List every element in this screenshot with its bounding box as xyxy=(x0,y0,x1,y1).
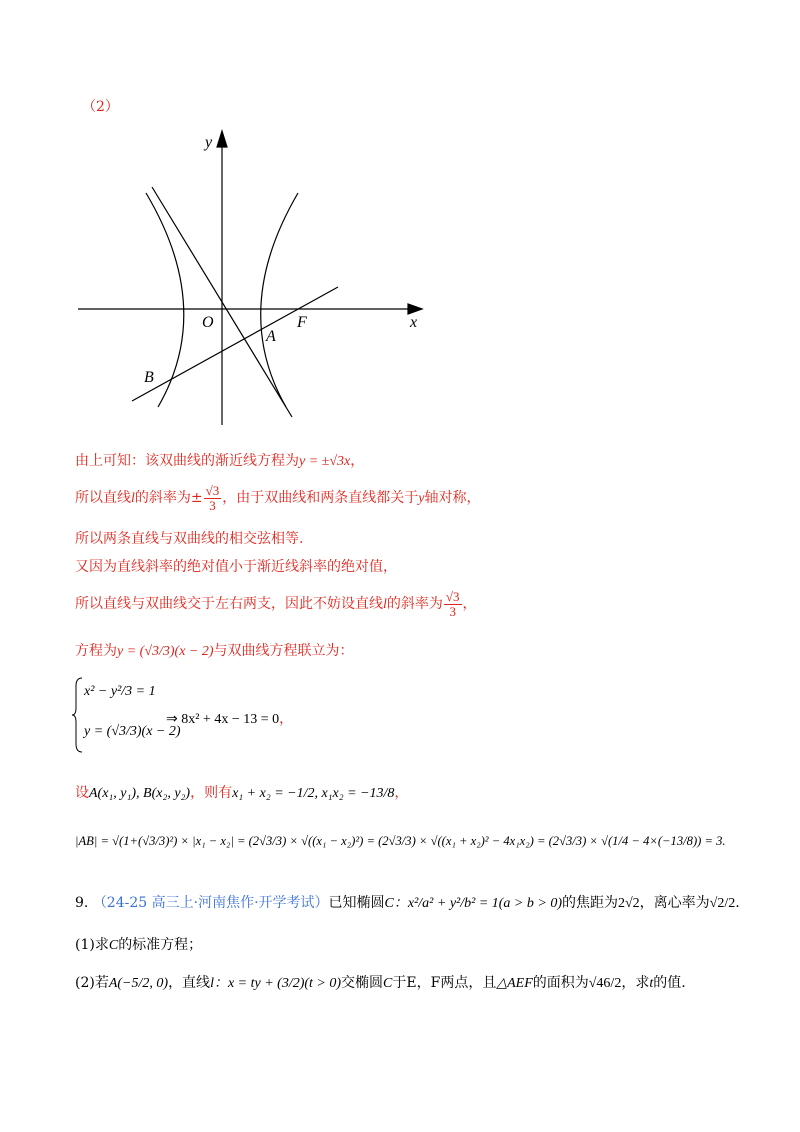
area-value: √46/2 xyxy=(588,976,622,991)
problem-source: （24-25 高三上·河南焦作·开学考试） xyxy=(92,895,329,911)
y-axis-arrow xyxy=(217,131,227,147)
part-label: （2） xyxy=(82,99,119,115)
system-brace xyxy=(72,676,84,754)
focal-distance: 2√2 xyxy=(617,896,640,911)
triangle-aef: △AEF xyxy=(496,976,533,991)
solution-line-3: 所以两条直线与双曲线的相交弦相等. xyxy=(75,531,304,547)
hyperbola-graph xyxy=(70,125,430,430)
system-eq-2: y = (√3/3)(x − 2) xyxy=(84,724,181,739)
solution-line-5: 所以直线与双曲线交于左右两支，因此不妨设直线l的斜率为 $\frac{√3}{3}$ ， xyxy=(75,588,477,619)
solution-line-6: 方程为y = (√3/3)(x − 2)与双曲线方程联立为： xyxy=(75,643,354,659)
y-axis-label: y xyxy=(205,134,213,151)
solution-line-2: 所以直线l的斜率为± $\frac{√3}{3}$ ，由于双曲线和两条直线都关于y轴对称， xyxy=(75,482,481,513)
line-equation: y = (√3/3)(x − 2) xyxy=(117,644,214,659)
eccentricity: √2/2 xyxy=(709,896,736,911)
slope-fraction-2: $\frac{√3}{3}$ xyxy=(445,588,460,619)
chord-length-calculation: |AB| = √(1+(√3/3)²) × |x₁ − x₂| = (2√3/3) × √((x₁ − x₂)²) = (2√3/3) × √((x₁ + x₂)² − 4x₁x₂) = (2√3/3) × √(1/4 − 4×(−13/8)) = 3. xyxy=(75,834,726,848)
line-l xyxy=(132,287,338,401)
question-1: (1)求C的标准方程； xyxy=(75,937,203,953)
system-result: ⇒ 8x² + 4x − 13 = 0， xyxy=(166,712,294,727)
point-a-label: A xyxy=(266,328,276,345)
point-a-coords: A(−5/2, 0) xyxy=(108,976,169,991)
slope-fraction: $\frac{√3}{3}$ xyxy=(205,482,220,513)
problem-number: 9. xyxy=(75,895,89,911)
system-eq-1: x² − y²/3 = 1 xyxy=(84,684,156,699)
solution-line-8: 设A(x₁, y₁), B(x₂, y₂)，则有x₁ + x₂ = −1/2, x₁x₂ = −13/8， xyxy=(75,785,409,801)
point-f-label: F xyxy=(297,314,307,331)
solution-line-4: 又因为直线斜率的绝对值小于渐近线斜率的绝对值， xyxy=(75,559,397,575)
equation-system xyxy=(72,676,332,756)
problem-9-stem: 9. （24-25 高三上·河南焦作·开学考试）已知椭圆C：x²/a² + y²/b² = 1(a > b > 0)的焦距为2√2，离心率为√2/2. xyxy=(75,895,740,911)
x-axis-label: x xyxy=(410,314,418,331)
x-axis-arrow xyxy=(408,304,422,314)
asymptote-equation: y = ±√3x xyxy=(299,454,351,469)
solution-line-1: 由上可知：该双曲线的渐近线方程为y = ±√3x， xyxy=(75,453,365,469)
question-2: (2)若A(−5/2, 0)，直线l：x = ty + (3/2)(t > 0)交椭圆C于E，F两点，且△AEF的面积为√46/2，求t的值. xyxy=(75,975,686,991)
origin-label: O xyxy=(202,314,214,331)
ellipse-equation: x²/a² + y²/b² = 1(a > b > 0) xyxy=(407,896,562,911)
line-l-equation: x = ty + (3/2)(t > 0) xyxy=(227,976,342,991)
points-ab: A(x₁, y₁), B(x₂, y₂) xyxy=(89,786,191,801)
vieta-relations: x₁ + x₂ = −1/2, x₁x₂ = −13/8 xyxy=(232,786,395,801)
point-b-label: B xyxy=(144,369,154,386)
